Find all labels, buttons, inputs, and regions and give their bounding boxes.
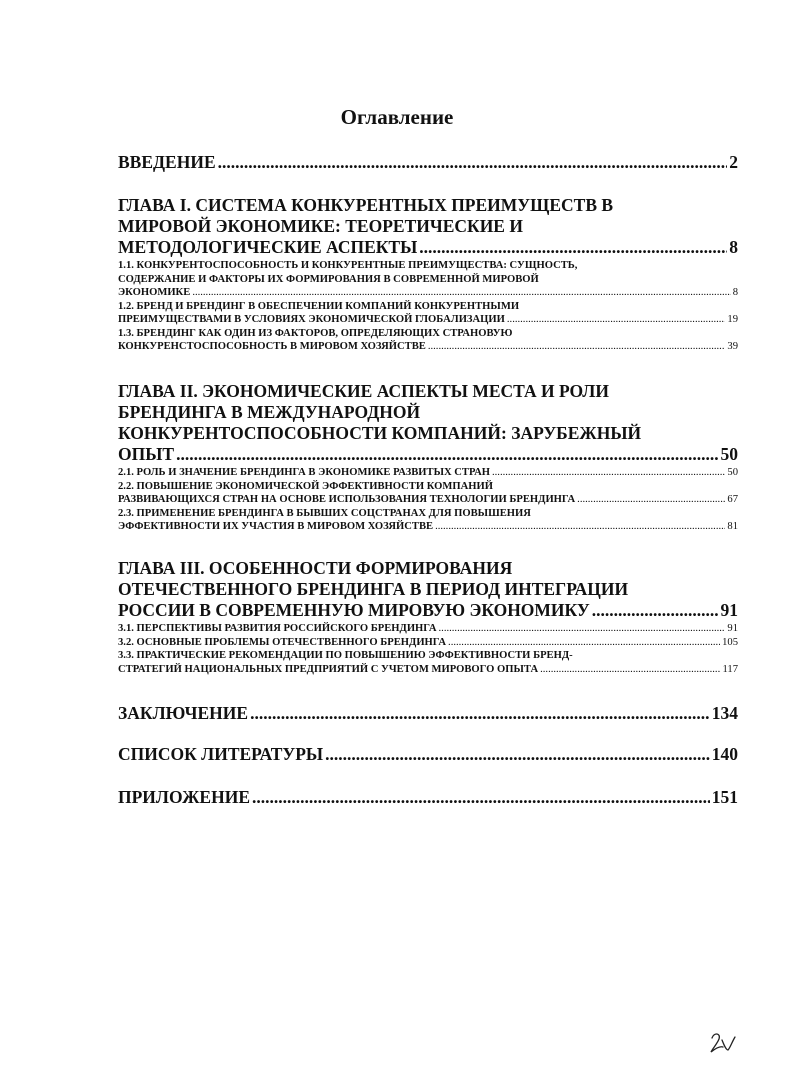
toc-section-2-2[interactable] — [118, 493, 738, 507]
section-line: 1.3. БРЕНДИНГ КАК ОДИН ИЗ ФАКТОРОВ, ОПРЕДЕЛЯЮЩИХ СТРАНОВУЮ — [118, 327, 513, 339]
entry-text: СПИСОК ЛИТЕРАТУРЫ — [118, 744, 324, 764]
leader-dots — [507, 313, 726, 327]
section-line: ЭКОНОМИКЕ — [118, 287, 191, 298]
leader-dots — [435, 520, 725, 534]
chapter-title-line: ГЛАВА III. ОСОБЕННОСТИ ФОРМИРОВАНИЯ — [118, 558, 513, 578]
toc-section-3-1[interactable] — [118, 622, 738, 636]
toc-section-2-1[interactable] — [118, 466, 738, 480]
leader-dots — [540, 663, 720, 677]
section-line: ЭФФЕКТИВНОСТИ ИХ УЧАСТИЯ В МИРОВОМ ХОЗЯЙСТВЕ — [118, 521, 434, 532]
section-line: 1.2. БРЕНД И БРЕНДИНГ В ОБЕСПЕЧЕНИИ КОМПАНИЙ КОНКУРЕНТНЫМИ — [118, 300, 520, 312]
toc-section-2-3[interactable] — [118, 520, 738, 534]
leader-dots — [448, 636, 720, 650]
toc-section-1-3[interactable] — [118, 340, 738, 354]
leader-dots — [252, 787, 710, 808]
entry-text: ВВЕДЕНИЕ — [118, 152, 216, 172]
toc-entry-references[interactable] — [118, 744, 738, 765]
leader-dots — [492, 466, 725, 480]
page-number: 67 — [727, 494, 738, 505]
toc-section-3-2[interactable] — [118, 636, 738, 650]
section-line: 2.1. РОЛЬ И ЗНАЧЕНИЕ БРЕНДИНГА В ЭКОНОМИКЕ РАЗВИТЫХ СТРАН — [118, 467, 490, 478]
section-line: 2.2. ПОВЫШЕНИЕ ЭКОНОМИЧЕСКОЙ ЭФФЕКТИВНОСТИ КОМПАНИЙ — [118, 480, 494, 492]
page-number: 81 — [727, 521, 738, 532]
toc-title: Оглавление — [340, 105, 454, 129]
toc-entry-intro[interactable] — [118, 152, 738, 173]
leader-dots — [218, 152, 728, 173]
toc-section-1-2[interactable] — [118, 313, 738, 327]
toc-chapter-2[interactable] — [118, 381, 738, 534]
leader-dots — [192, 286, 730, 300]
section-line: 3.2. ОСНОВНЫЕ ПРОБЛЕМЫ ОТЕЧЕСТВЕННОГО БРЕНДИНГА — [118, 636, 447, 648]
leader-dots — [250, 703, 710, 724]
section-line: 3.3. ПРАКТИЧЕСКИЕ РЕКОМЕНДАЦИИ ПО ПОВЫШЕНИЮ ЭФФЕКТИВНОСТИ БРЕНД- — [118, 650, 573, 661]
page-number: 151 — [711, 787, 738, 807]
leader-dots — [325, 744, 710, 765]
toc-section-3-3[interactable] — [118, 663, 738, 677]
page-number: 134 — [711, 703, 738, 723]
leader-dots — [428, 340, 726, 354]
chapter-title-line: РОССИИ В СОВРЕМЕННУЮ МИРОВУЮ ЭКОНОМИКУ — [118, 600, 590, 620]
page-number: 39 — [727, 341, 738, 352]
page-number: 8 — [732, 287, 738, 298]
section-line: СОДЕРЖАНИЕ И ФАКТОРЫ ИХ ФОРМИРОВАНИЯ В СОВРЕМЕННОЙ МИРОВОЙ — [118, 273, 539, 285]
chapter-title-line: КОНКУРЕНТОСПОСОБНОСТИ КОМПАНИЙ: ЗАРУБЕЖНЫЙ — [118, 423, 642, 443]
page-number: 91 — [720, 600, 738, 620]
chapter-title-line: БРЕНДИНГА В МЕЖДУНАРОДНОЙ — [118, 402, 421, 422]
leader-dots — [592, 600, 719, 621]
toc-section-1-1[interactable] — [118, 286, 738, 300]
page-number: 2 — [729, 152, 738, 172]
leader-dots — [419, 237, 727, 258]
handwritten-mark-icon — [708, 1028, 738, 1058]
toc-chapter-3[interactable] — [118, 558, 738, 676]
toc-entry-conclusion[interactable] — [118, 703, 738, 724]
page-number: 105 — [722, 636, 738, 648]
chapter-title-line: ГЛАВА II. ЭКОНОМИЧЕСКИЕ АСПЕКТЫ МЕСТА И РОЛИ — [118, 381, 609, 401]
page-number: 50 — [727, 467, 738, 478]
page-number: 50 — [720, 444, 738, 464]
page-number: 8 — [729, 237, 738, 257]
toc-chapter-1[interactable] — [118, 195, 738, 354]
chapter-title-line: ОТЕЧЕСТВЕННОГО БРЕНДИНГА В ПЕРИОД ИНТЕГРАЦИИ — [118, 579, 629, 599]
section-line: ПРЕИМУЩЕСТВАМИ В УСЛОВИЯХ ЭКОНОМИЧЕСКОЙ ГЛОБАЛИЗАЦИИ — [118, 314, 505, 325]
page-number: 117 — [722, 663, 738, 675]
leader-dots — [439, 622, 726, 636]
entry-text: ПРИЛОЖЕНИЕ — [118, 787, 251, 807]
section-line: РАЗВИВАЮЩИХСЯ СТРАН НА ОСНОВЕ ИСПОЛЬЗОВАНИЯ ТЕХНОЛОГИИ БРЕНДИНГА — [118, 494, 576, 505]
leader-dots — [176, 444, 718, 465]
page-number: 91 — [727, 623, 738, 634]
chapter-title-line: ОПЫТ — [118, 444, 175, 464]
leader-dots — [577, 493, 725, 507]
chapter-title-line: МИРОВОЙ ЭКОНОМИКЕ: ТЕОРЕТИЧЕСКИЕ И — [118, 216, 523, 236]
toc-entry-appendix[interactable] — [118, 787, 738, 808]
section-line: 3.1. ПЕРСПЕКТИВЫ РАЗВИТИЯ РОССИЙСКОГО БРЕНДИНГА — [118, 623, 437, 634]
chapter-title-line: МЕТОДОЛОГИЧЕСКИЕ АСПЕКТЫ — [118, 237, 418, 257]
section-line: КОНКУРЕНСТОСПОСОБНОСТЬ В МИРОВОМ ХОЗЯЙСТВЕ — [118, 341, 426, 352]
page-number: 140 — [711, 744, 738, 764]
section-line: СТРАТЕГИЙ НАЦИОНАЛЬНЫХ ПРЕДПРИЯТИЙ С УЧЕТОМ МИРОВОГО ОПЫТА — [118, 663, 539, 675]
section-line: 2.3. ПРИМЕНЕНИЕ БРЕНДИНГА В БЫВШИХ СОЦСТРАНАХ ДЛЯ ПОВЫШЕНИЯ — [118, 507, 531, 519]
entry-text: ЗАКЛЮЧЕНИЕ — [118, 703, 249, 723]
page-number: 19 — [727, 314, 738, 325]
section-line: 1.1. КОНКУРЕНТОСПОСОБНОСТЬ И КОНКУРЕНТНЫЕ ПРЕИМУЩЕСТВА: СУЩНОСТЬ, — [118, 260, 578, 271]
chapter-title-line: ГЛАВА I. СИСТЕМА КОНКУРЕНТНЫХ ПРЕИМУЩЕСТВ В — [118, 195, 614, 215]
